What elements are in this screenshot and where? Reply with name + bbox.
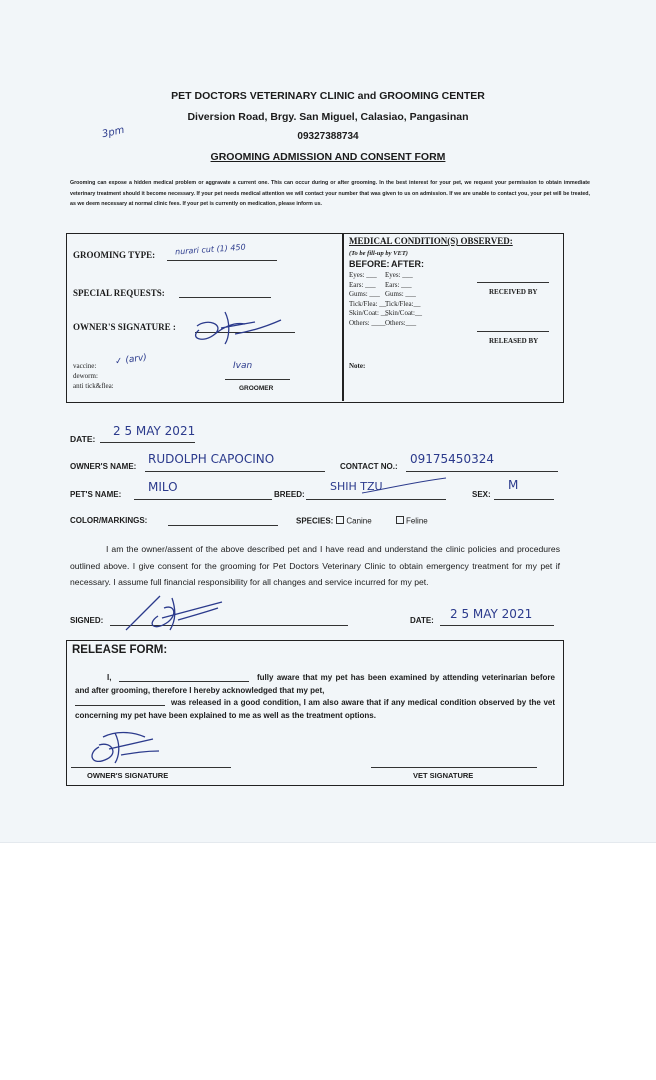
canine-label: Canine <box>346 516 372 526</box>
after-label: AFTER: <box>391 259 424 269</box>
groomer-label: GROOMER <box>239 385 274 392</box>
date-value: 2 5 MAY 2021 <box>113 424 196 438</box>
after-eyes: Eyes: ___ <box>385 271 413 279</box>
after-tick: Tick/Flea:__ <box>385 299 421 308</box>
after-list <box>385 271 422 328</box>
form-title: GROOMING ADMISSION AND CONSENT FORM <box>210 151 446 163</box>
after-skin: Skin/Coat:__ <box>385 309 422 317</box>
after-ears: Ears: ___ <box>385 280 412 289</box>
contact-value: 09175450324 <box>410 452 494 466</box>
released-by-label: RELEASED BY <box>489 337 539 345</box>
owner-name-label: OWNER'S NAME: <box>70 462 137 471</box>
color-line <box>168 525 278 526</box>
before-skin: Skin/Coat: __ <box>349 309 388 317</box>
after-others: Others:___ <box>385 318 417 327</box>
owner-sig-label: OWNER'S SIGNATURE <box>87 771 169 780</box>
sex-label: SEX: <box>472 490 491 499</box>
feline-label: Feline <box>405 516 428 526</box>
grooming-type-label: GROOMING TYPE: <box>73 250 156 260</box>
consent-paragraph: I am the owner/assent of the above described pet and I have read and understand the clinic policies and procedures outlined above. I give consent for the grooming for Pet Doctors Veterinary Clinic to obtain emergency treatment for my pet if necessary. I assume full financial responsibility for all changes and service incurred for my pet. <box>70 544 560 587</box>
breed-label: BREED: <box>274 490 305 499</box>
pet-name-line <box>134 499 272 500</box>
release-title: RELEASE FORM: <box>72 644 168 656</box>
before-gums: Gums: ___ <box>349 290 380 298</box>
pet-name-label: PET'S NAME: <box>70 490 122 499</box>
feline-checkbox[interactable] <box>396 516 404 524</box>
released-by-line <box>477 331 549 332</box>
vaccine-label: vaccine: <box>73 362 97 370</box>
canine-checkbox[interactable] <box>336 516 344 524</box>
color-label: COLOR/MARKINGS: <box>70 516 148 525</box>
release-form-box <box>66 640 564 786</box>
time-note: 3pm <box>101 124 126 141</box>
owner-name-line <box>145 471 325 472</box>
grooming-box <box>66 233 564 403</box>
sex-line <box>494 499 554 500</box>
release-text-1: fully aware that my pet has been examined by attending veterinarian before and after grooming, therefore I hereby acknowledged that my pet, <box>75 673 555 695</box>
before-tick: Tick/Flea: __ <box>349 299 387 308</box>
sex-value: M <box>508 478 519 492</box>
special-requests-line <box>179 297 271 298</box>
deworm-label: deworm: <box>73 372 98 380</box>
groomer-value: Ivan <box>233 361 253 371</box>
after-gums: Gums: ___ <box>385 290 416 298</box>
before-others: Others: ____ <box>349 318 386 327</box>
groomer-line <box>225 379 290 380</box>
note-label: Note: <box>349 362 366 370</box>
owner-sig-line <box>71 767 231 768</box>
medical-subtitle: (To be fill-up by VET) <box>349 250 408 257</box>
box-divider <box>342 234 344 401</box>
before-eyes: Eyes: ___ <box>349 271 377 279</box>
signed-date-label: DATE: <box>410 616 434 625</box>
intro-paragraph: Grooming can expose a hidden medical problem or aggravate a current one. This can occur during or after grooming. In the best interest for your pet, we request your permission to obtain immediate veterinary treatment should it become necessary. If your pet needs medical attention we will contact your number that was given to us on admission. If we are unable to contact you, your pet will be treated, as we deem necessary at normal clinic fees. If your pet is currently on medication, please inform us. <box>70 180 590 207</box>
received-by-label: RECEIVED BY <box>489 288 538 296</box>
before-label: BEFORE: <box>349 259 390 269</box>
grooming-type-value: nurari cut (1) 450 <box>174 242 246 257</box>
anti-tick-label: anti tick&flea: <box>73 382 114 390</box>
clinic-name: PET DOCTORS VETERINARY CLINIC and GROOMING CENTER <box>171 90 485 102</box>
signed-signature-drawing <box>118 590 228 636</box>
signed-date-value: 2 5 MAY 2021 <box>450 607 533 621</box>
before-ears: Ears: ___ <box>349 280 376 289</box>
medical-title: MEDICAL CONDITION(S) OBSERVED: <box>349 236 513 246</box>
breed-line <box>306 499 446 500</box>
owner-name-value: RUDOLPH CAPOCINO <box>148 452 275 466</box>
contact-label: CONTACT NO.: <box>340 462 398 471</box>
species-label: SPECIES: <box>296 516 334 526</box>
release-i: I, <box>107 673 112 682</box>
signed-label: SIGNED: <box>70 616 104 625</box>
owners-signature-label: OWNER'S SIGNATURE : <box>73 322 176 332</box>
breed-stroke <box>360 476 450 496</box>
received-by-line <box>477 282 549 283</box>
special-requests-label: SPECIAL REQUESTS: <box>73 288 165 298</box>
vet-sig-line <box>371 767 537 768</box>
vet-sig-label: VET SIGNATURE <box>413 771 474 780</box>
grooming-type-line <box>167 260 277 261</box>
clinic-address: Diversion Road, Brgy. San Miguel, Calasiao, Pangasinan <box>187 111 469 123</box>
date-line <box>100 442 195 443</box>
owner-signature-drawing <box>185 304 295 349</box>
date-label: DATE: <box>70 434 96 444</box>
species-field <box>296 516 428 526</box>
breed-value: SHIH TZU <box>330 480 383 493</box>
release-text-2: was released in a good condition, I am also aware that if any medical condition observed by the vet concerning my pet have been explained to me as well as the treatment options. <box>75 698 555 720</box>
vaccine-value: ✓ (arv) <box>114 352 148 368</box>
clinic-phone: 09327388734 <box>297 131 359 142</box>
signed-date-line <box>440 625 554 626</box>
contact-line <box>406 471 558 472</box>
release-owner-signature-drawing <box>75 725 185 771</box>
pet-name-value: MILO <box>148 480 178 494</box>
before-list <box>349 271 388 328</box>
